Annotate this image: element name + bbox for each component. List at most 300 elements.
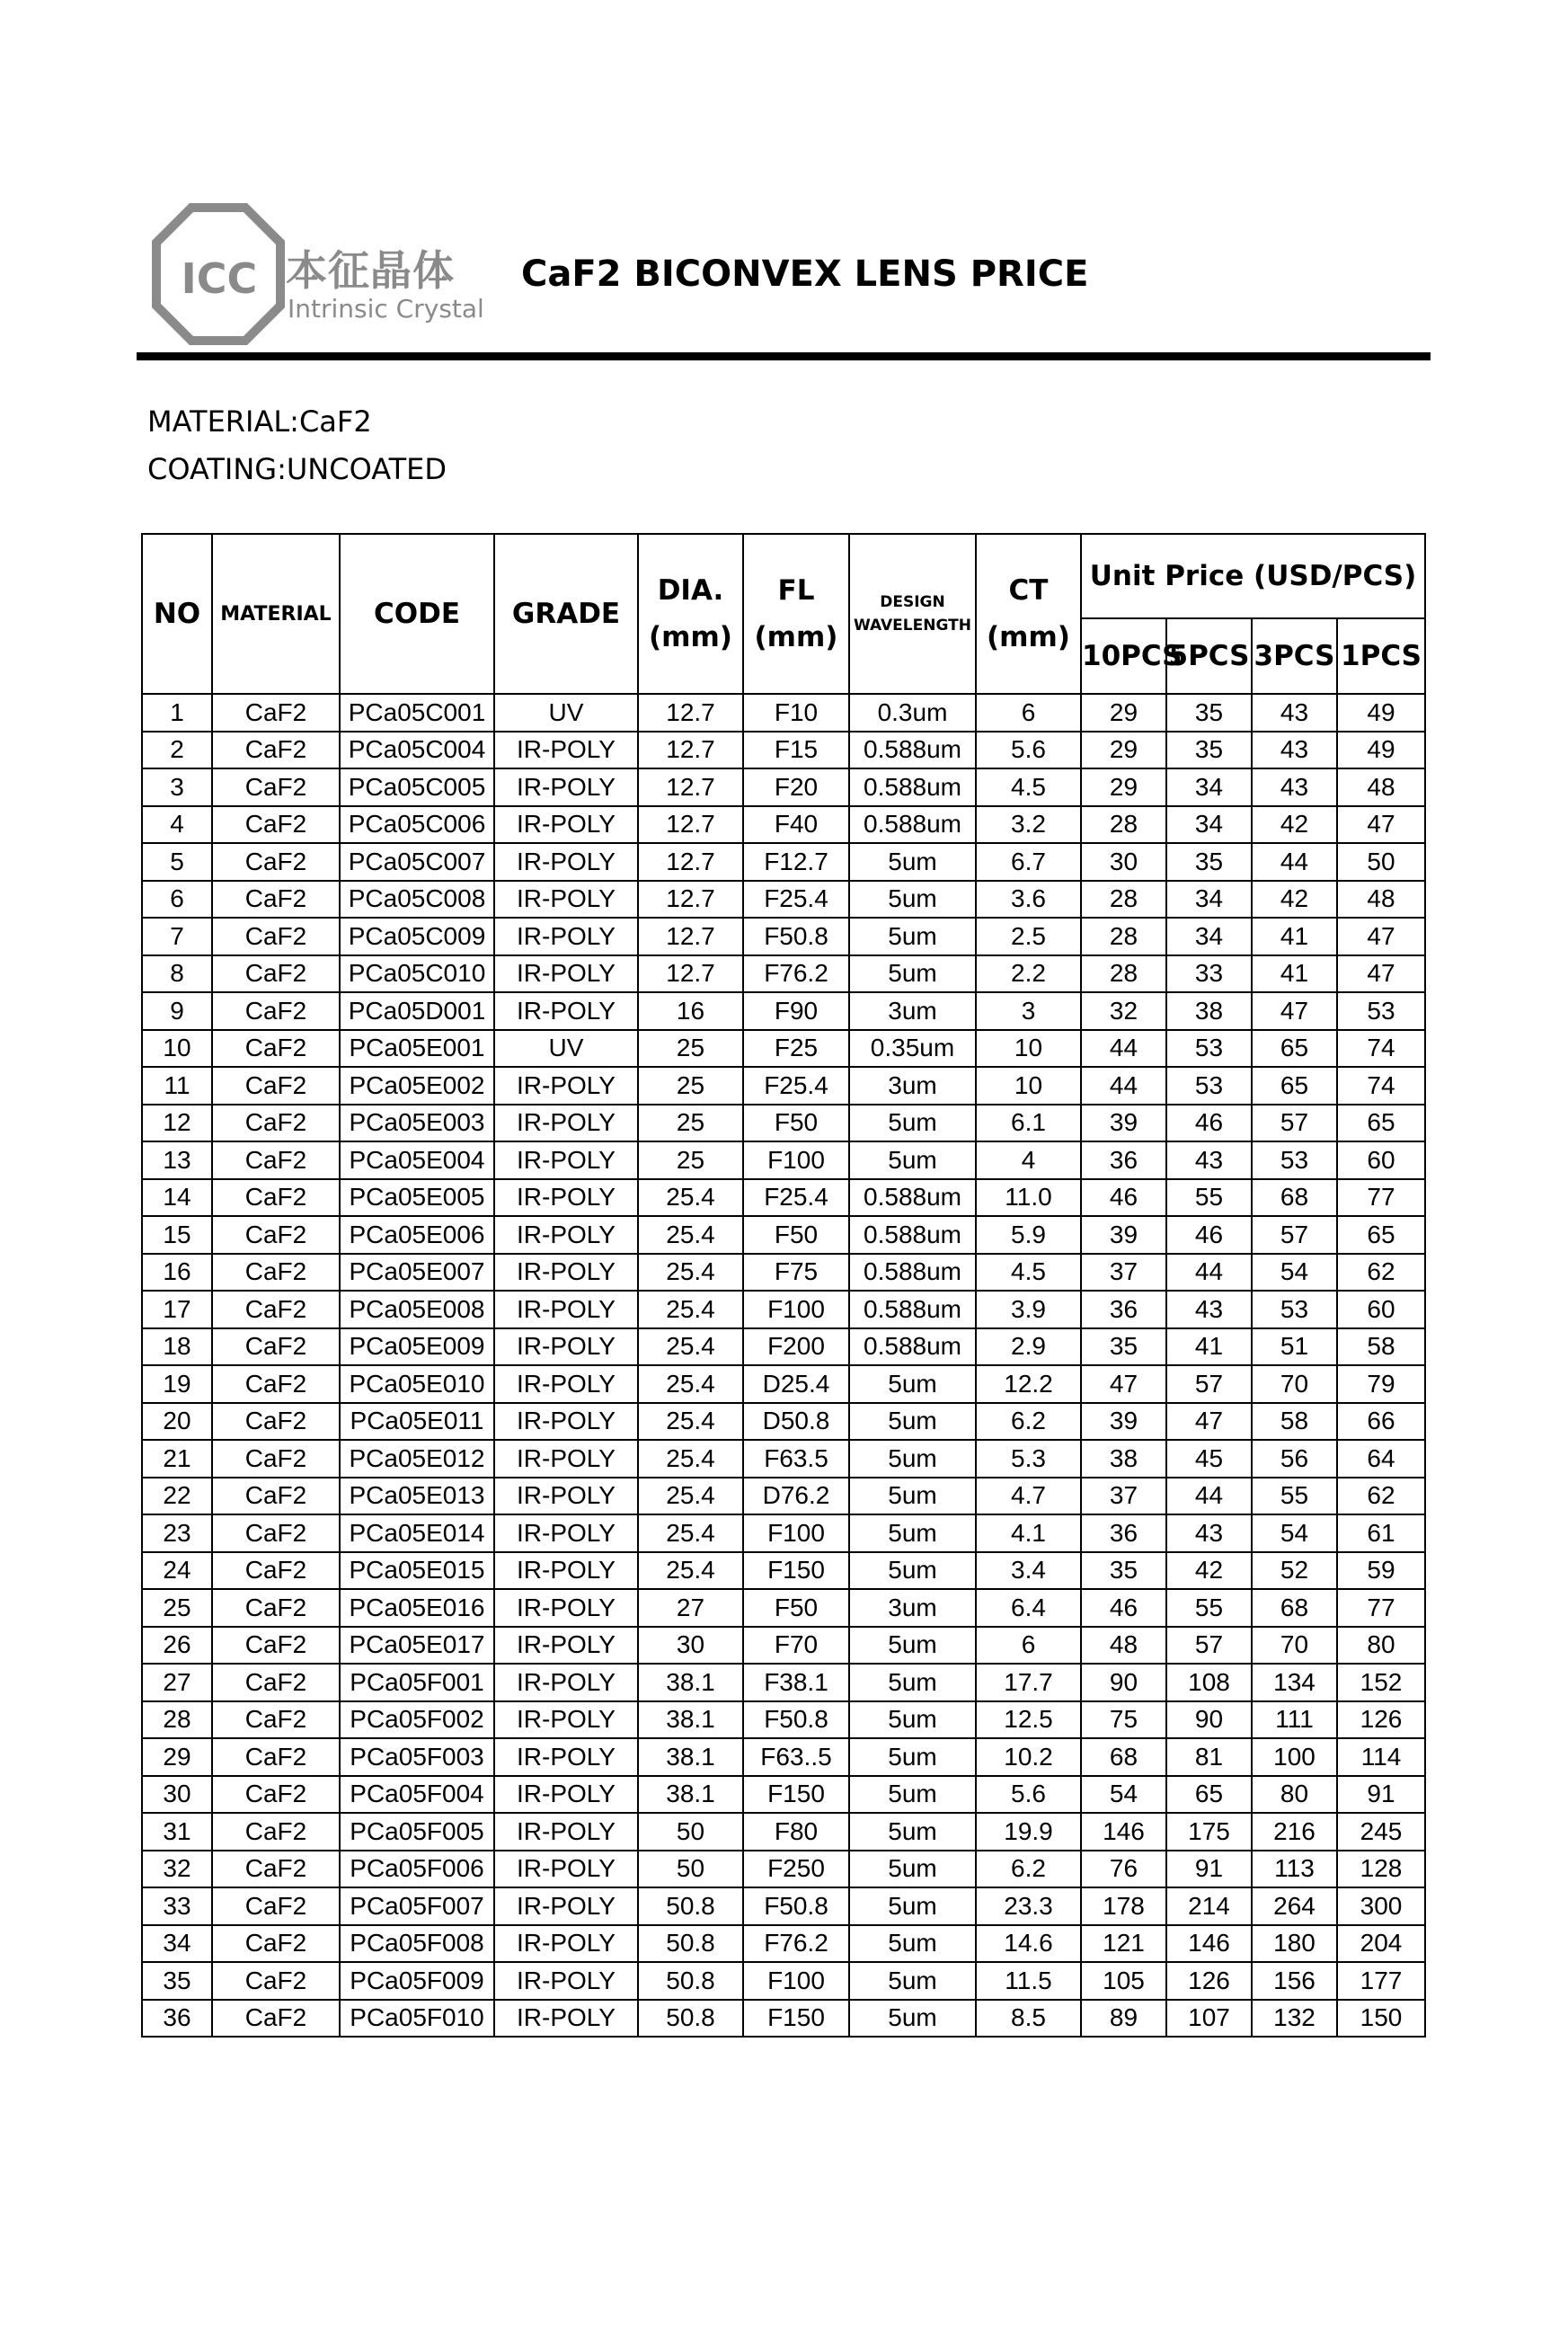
cell-ct: 11.0 — [976, 1179, 1081, 1217]
cell-material: CaF2 — [212, 1328, 340, 1366]
cell-dia: 25 — [638, 1105, 743, 1142]
cell-price-10: 37 — [1081, 1478, 1166, 1515]
cell-price-3: 216 — [1252, 1813, 1337, 1851]
cell-price-5: 35 — [1166, 732, 1252, 769]
header-dia-label: DIA. — [657, 574, 724, 607]
cell-no: 5 — [142, 843, 212, 881]
cell-ct: 5.9 — [976, 1216, 1081, 1254]
cell-price-10: 46 — [1081, 1179, 1166, 1217]
cell-wavelength: 5um — [849, 1403, 976, 1441]
cell-price-10: 146 — [1081, 1813, 1166, 1851]
header-no: NO — [142, 534, 212, 694]
cell-price-10: 36 — [1081, 1514, 1166, 1552]
cell-code: PCa05E010 — [340, 1365, 494, 1403]
cell-price-1: 47 — [1337, 806, 1425, 844]
cell-price-5: 43 — [1166, 1291, 1252, 1328]
table-row — [142, 1216, 1425, 1254]
cell-grade: IR-POLY — [494, 1962, 638, 2000]
cell-no: 25 — [142, 1589, 212, 1627]
cell-dia: 25.4 — [638, 1514, 743, 1552]
cell-material: CaF2 — [212, 1254, 340, 1292]
cell-wavelength: 0.3um — [849, 694, 976, 732]
cell-price-3: 43 — [1252, 768, 1337, 806]
cell-fl: F15 — [743, 732, 849, 769]
cell-price-3: 55 — [1252, 1478, 1337, 1515]
cell-ct: 12.2 — [976, 1365, 1081, 1403]
cell-price-1: 61 — [1337, 1514, 1425, 1552]
cell-material: CaF2 — [212, 1141, 340, 1179]
cell-price-10: 32 — [1081, 992, 1166, 1030]
cell-fl: F80 — [743, 1813, 849, 1851]
cell-no: 16 — [142, 1254, 212, 1292]
cell-price-1: 64 — [1337, 1440, 1425, 1478]
cell-price-10: 75 — [1081, 1701, 1166, 1739]
company-name-en: Intrinsic Crystal — [288, 294, 484, 324]
cell-ct: 23.3 — [976, 1887, 1081, 1925]
cell-grade: IR-POLY — [494, 1813, 638, 1851]
cell-price-1: 245 — [1337, 1813, 1425, 1851]
cell-price-3: 56 — [1252, 1440, 1337, 1478]
cell-fl: F150 — [743, 2000, 849, 2038]
cell-dia: 12.7 — [638, 918, 743, 955]
cell-grade: IR-POLY — [494, 1738, 638, 1776]
cell-fl: F250 — [743, 1851, 849, 1888]
cell-fl: F25.4 — [743, 1179, 849, 1217]
cell-fl: F50.8 — [743, 918, 849, 955]
cell-ct: 3.6 — [976, 881, 1081, 919]
table-row — [142, 881, 1425, 919]
cell-dia: 12.7 — [638, 732, 743, 769]
cell-no: 3 — [142, 768, 212, 806]
table-row — [142, 1403, 1425, 1441]
table-row — [142, 992, 1425, 1030]
cell-price-1: 49 — [1337, 694, 1425, 732]
cell-no: 4 — [142, 806, 212, 844]
cell-fl: F25.4 — [743, 881, 849, 919]
cell-price-5: 57 — [1166, 1627, 1252, 1665]
cell-wavelength: 5um — [849, 1738, 976, 1776]
cell-dia: 12.7 — [638, 843, 743, 881]
cell-price-3: 57 — [1252, 1105, 1337, 1142]
cell-dia: 25.4 — [638, 1216, 743, 1254]
cell-ct: 4 — [976, 1141, 1081, 1179]
cell-price-10: 39 — [1081, 1403, 1166, 1441]
cell-price-1: 59 — [1337, 1552, 1425, 1590]
table-row — [142, 1851, 1425, 1888]
cell-price-10: 76 — [1081, 1851, 1166, 1888]
cell-price-1: 66 — [1337, 1403, 1425, 1441]
cell-wavelength: 5um — [849, 1962, 976, 2000]
cell-ct: 6 — [976, 1627, 1081, 1665]
table-row — [142, 1627, 1425, 1665]
cell-material: CaF2 — [212, 2000, 340, 2038]
cell-wavelength: 5um — [849, 1105, 976, 1142]
cell-grade: IR-POLY — [494, 1216, 638, 1254]
cell-grade: IR-POLY — [494, 1776, 638, 1814]
cell-grade: IR-POLY — [494, 1627, 638, 1665]
cell-price-5: 53 — [1166, 1067, 1252, 1105]
cell-no: 33 — [142, 1887, 212, 1925]
cell-code: PCa05F003 — [340, 1738, 494, 1776]
cell-no: 28 — [142, 1701, 212, 1739]
cell-grade: IR-POLY — [494, 1887, 638, 1925]
cell-price-10: 35 — [1081, 1552, 1166, 1590]
cell-wavelength: 0.588um — [849, 732, 976, 769]
table-row — [142, 1440, 1425, 1478]
cell-code: PCa05E016 — [340, 1589, 494, 1627]
cell-fl: F10 — [743, 694, 849, 732]
cell-dia: 27 — [638, 1589, 743, 1627]
cell-material: CaF2 — [212, 1813, 340, 1851]
cell-price-3: 80 — [1252, 1776, 1337, 1814]
cell-no: 32 — [142, 1851, 212, 1888]
cell-code: PCa05E007 — [340, 1254, 494, 1292]
cell-code: PCa05E003 — [340, 1105, 494, 1142]
cell-no: 15 — [142, 1216, 212, 1254]
cell-price-10: 47 — [1081, 1365, 1166, 1403]
header-fl-unit: (mm) — [754, 621, 838, 653]
cell-material: CaF2 — [212, 881, 340, 919]
cell-price-1: 62 — [1337, 1478, 1425, 1515]
cell-price-3: 70 — [1252, 1627, 1337, 1665]
table-row — [142, 1179, 1425, 1217]
cell-code: PCa05E005 — [340, 1179, 494, 1217]
cell-price-1: 50 — [1337, 843, 1425, 881]
cell-grade: IR-POLY — [494, 1925, 638, 1963]
cell-price-5: 55 — [1166, 1589, 1252, 1627]
cell-material: CaF2 — [212, 1179, 340, 1217]
price-table — [141, 533, 1426, 2038]
cell-grade: IR-POLY — [494, 1552, 638, 1590]
cell-wavelength: 5um — [849, 1440, 976, 1478]
cell-price-10: 44 — [1081, 1067, 1166, 1105]
cell-grade: IR-POLY — [494, 1440, 638, 1478]
cell-wavelength: 5um — [849, 1627, 976, 1665]
cell-fl: F63.5 — [743, 1440, 849, 1478]
cell-code: PCa05F002 — [340, 1701, 494, 1739]
cell-wavelength: 3um — [849, 1067, 976, 1105]
cell-no: 22 — [142, 1478, 212, 1515]
cell-grade: IR-POLY — [494, 1254, 638, 1292]
table-row — [142, 1291, 1425, 1328]
table-row — [142, 1067, 1425, 1105]
cell-material: CaF2 — [212, 806, 340, 844]
cell-price-5: 126 — [1166, 1962, 1252, 2000]
cell-wavelength: 5um — [849, 1887, 976, 1925]
cell-dia: 12.7 — [638, 694, 743, 732]
cell-code: PCa05C006 — [340, 806, 494, 844]
cell-price-10: 90 — [1081, 1664, 1166, 1701]
cell-price-10: 28 — [1081, 955, 1166, 993]
cell-price-5: 35 — [1166, 694, 1252, 732]
cell-grade: UV — [494, 1030, 638, 1068]
cell-wavelength: 5um — [849, 1776, 976, 1814]
cell-price-10: 89 — [1081, 2000, 1166, 2038]
cell-no: 34 — [142, 1925, 212, 1963]
cell-no: 27 — [142, 1664, 212, 1701]
cell-fl: F38.1 — [743, 1664, 849, 1701]
cell-grade: IR-POLY — [494, 1067, 638, 1105]
cell-price-5: 35 — [1166, 843, 1252, 881]
cell-ct: 2.9 — [976, 1328, 1081, 1366]
cell-dia: 25.4 — [638, 1365, 743, 1403]
cell-ct: 4.5 — [976, 768, 1081, 806]
table-row — [142, 843, 1425, 881]
table-row — [142, 1514, 1425, 1552]
cell-dia: 50.8 — [638, 1925, 743, 1963]
cell-price-10: 46 — [1081, 1589, 1166, 1627]
cell-code: PCa05E002 — [340, 1067, 494, 1105]
cell-wavelength: 5um — [849, 1925, 976, 1963]
cell-grade: IR-POLY — [494, 1514, 638, 1552]
logo-initials: ICC — [181, 254, 258, 303]
cell-material: CaF2 — [212, 1552, 340, 1590]
cell-price-1: 49 — [1337, 732, 1425, 769]
cell-price-1: 77 — [1337, 1589, 1425, 1627]
cell-code: PCa05E001 — [340, 1030, 494, 1068]
header-design-wavelength — [849, 534, 976, 694]
cell-dia: 25.4 — [638, 1478, 743, 1515]
cell-price-10: 28 — [1081, 881, 1166, 919]
cell-ct: 3.2 — [976, 806, 1081, 844]
cell-material: CaF2 — [212, 955, 340, 993]
cell-code: PCa05E014 — [340, 1514, 494, 1552]
cell-price-3: 44 — [1252, 843, 1337, 881]
cell-wavelength: 5um — [849, 1813, 976, 1851]
cell-wavelength: 5um — [849, 1701, 976, 1739]
cell-price-1: 77 — [1337, 1179, 1425, 1217]
table-row — [142, 955, 1425, 993]
cell-no: 13 — [142, 1141, 212, 1179]
cell-code: PCa05F009 — [340, 1962, 494, 2000]
cell-wavelength: 0.35um — [849, 1030, 976, 1068]
cell-price-3: 113 — [1252, 1851, 1337, 1888]
cell-fl: F70 — [743, 1627, 849, 1665]
cell-grade: IR-POLY — [494, 918, 638, 955]
cell-no: 8 — [142, 955, 212, 993]
cell-wavelength: 5um — [849, 843, 976, 881]
table-row — [142, 1813, 1425, 1851]
cell-wavelength: 5um — [849, 918, 976, 955]
cell-no: 31 — [142, 1813, 212, 1851]
cell-price-5: 55 — [1166, 1179, 1252, 1217]
cell-dia: 25.4 — [638, 1403, 743, 1441]
header-ct-label: CT — [1008, 574, 1049, 607]
cell-price-10: 44 — [1081, 1030, 1166, 1068]
cell-price-1: 60 — [1337, 1291, 1425, 1328]
cell-price-3: 43 — [1252, 694, 1337, 732]
cell-ct: 5.3 — [976, 1440, 1081, 1478]
cell-price-1: 177 — [1337, 1962, 1425, 2000]
header-fl-label: FL — [777, 574, 815, 607]
cell-dia: 12.7 — [638, 768, 743, 806]
cell-grade: UV — [494, 694, 638, 732]
cell-grade: IR-POLY — [494, 1141, 638, 1179]
cell-wavelength: 0.588um — [849, 768, 976, 806]
cell-fl: F40 — [743, 806, 849, 844]
cell-fl: F76.2 — [743, 1925, 849, 1963]
cell-fl: F100 — [743, 1962, 849, 2000]
cell-price-3: 68 — [1252, 1179, 1337, 1217]
cell-wavelength: 3um — [849, 992, 976, 1030]
cell-dia: 50.8 — [638, 1962, 743, 2000]
cell-wavelength: 5um — [849, 2000, 976, 2038]
cell-no: 35 — [142, 1962, 212, 2000]
cell-ct: 6.7 — [976, 843, 1081, 881]
header-dia-unit: (mm) — [649, 621, 732, 653]
cell-price-3: 57 — [1252, 1216, 1337, 1254]
cell-price-10: 105 — [1081, 1962, 1166, 2000]
cell-price-1: 74 — [1337, 1067, 1425, 1105]
cell-code: PCa05E004 — [340, 1141, 494, 1179]
cell-code: PCa05E012 — [340, 1440, 494, 1478]
cell-price-5: 146 — [1166, 1925, 1252, 1963]
cell-price-10: 54 — [1081, 1776, 1166, 1814]
cell-dia: 12.7 — [638, 955, 743, 993]
cell-price-10: 28 — [1081, 918, 1166, 955]
cell-price-5: 90 — [1166, 1701, 1252, 1739]
cell-price-3: 52 — [1252, 1552, 1337, 1590]
header-qty-5: 5PCS — [1166, 618, 1252, 694]
cell-wavelength: 5um — [849, 881, 976, 919]
cell-price-5: 47 — [1166, 1403, 1252, 1441]
cell-grade: IR-POLY — [494, 1291, 638, 1328]
cell-material: CaF2 — [212, 1067, 340, 1105]
header-unit-price: Unit Price (USD/PCS) — [1081, 534, 1425, 618]
table-row — [142, 1478, 1425, 1515]
cell-fl: D50.8 — [743, 1403, 849, 1441]
cell-fl: F150 — [743, 1776, 849, 1814]
cell-ct: 6.2 — [976, 1403, 1081, 1441]
cell-fl: F25 — [743, 1030, 849, 1068]
cell-no: 20 — [142, 1403, 212, 1441]
cell-code: PCa05C008 — [340, 881, 494, 919]
cell-price-5: 34 — [1166, 881, 1252, 919]
cell-code: PCa05C007 — [340, 843, 494, 881]
cell-price-1: 47 — [1337, 955, 1425, 993]
cell-price-1: 152 — [1337, 1664, 1425, 1701]
cell-code: PCa05E009 — [340, 1328, 494, 1366]
cell-material: CaF2 — [212, 1738, 340, 1776]
cell-price-10: 178 — [1081, 1887, 1166, 1925]
cell-price-3: 42 — [1252, 806, 1337, 844]
cell-dia: 30 — [638, 1627, 743, 1665]
cell-material: CaF2 — [212, 1403, 340, 1441]
cell-ct: 2.2 — [976, 955, 1081, 993]
cell-dia: 25 — [638, 1067, 743, 1105]
cell-price-1: 60 — [1337, 1141, 1425, 1179]
cell-price-5: 38 — [1166, 992, 1252, 1030]
cell-dia: 50 — [638, 1813, 743, 1851]
table-row — [142, 732, 1425, 769]
cell-grade: IR-POLY — [494, 1664, 638, 1701]
cell-fl: F90 — [743, 992, 849, 1030]
table-row — [142, 694, 1425, 732]
cell-wavelength: 0.588um — [849, 1254, 976, 1292]
cell-price-3: 156 — [1252, 1962, 1337, 2000]
cell-code: PCa05F005 — [340, 1813, 494, 1851]
cell-ct: 5.6 — [976, 1776, 1081, 1814]
cell-price-3: 53 — [1252, 1141, 1337, 1179]
cell-wavelength: 5um — [849, 1141, 976, 1179]
cell-price-10: 38 — [1081, 1440, 1166, 1478]
cell-price-1: 47 — [1337, 918, 1425, 955]
cell-dia: 25.4 — [638, 1179, 743, 1217]
cell-grade: IR-POLY — [494, 1179, 638, 1217]
cell-code: PCa05C009 — [340, 918, 494, 955]
table-row — [142, 1887, 1425, 1925]
cell-grade: IR-POLY — [494, 1701, 638, 1739]
cell-material: CaF2 — [212, 843, 340, 881]
cell-no: 17 — [142, 1291, 212, 1328]
table-row — [142, 1328, 1425, 1366]
cell-price-10: 36 — [1081, 1141, 1166, 1179]
table-row — [142, 1552, 1425, 1590]
cell-grade: IR-POLY — [494, 1328, 638, 1366]
cell-material: CaF2 — [212, 1589, 340, 1627]
cell-fl: F100 — [743, 1141, 849, 1179]
cell-no: 9 — [142, 992, 212, 1030]
cell-code: PCa05D001 — [340, 992, 494, 1030]
cell-price-1: 150 — [1337, 2000, 1425, 2038]
table-row — [142, 2000, 1425, 2038]
cell-no: 26 — [142, 1627, 212, 1665]
cell-price-5: 41 — [1166, 1328, 1252, 1366]
cell-grade: IR-POLY — [494, 732, 638, 769]
cell-price-5: 43 — [1166, 1514, 1252, 1552]
cell-code: PCa05F007 — [340, 1887, 494, 1925]
cell-no: 21 — [142, 1440, 212, 1478]
cell-material: CaF2 — [212, 992, 340, 1030]
header-qty-1: 1PCS — [1337, 618, 1425, 694]
cell-no: 12 — [142, 1105, 212, 1142]
cell-ct: 4.7 — [976, 1478, 1081, 1515]
cell-price-10: 29 — [1081, 732, 1166, 769]
cell-grade: IR-POLY — [494, 843, 638, 881]
table-row — [142, 1701, 1425, 1739]
cell-no: 24 — [142, 1552, 212, 1590]
cell-price-10: 48 — [1081, 1627, 1166, 1665]
cell-no: 7 — [142, 918, 212, 955]
cell-price-3: 100 — [1252, 1738, 1337, 1776]
cell-price-10: 68 — [1081, 1738, 1166, 1776]
cell-fl: F20 — [743, 768, 849, 806]
cell-ct: 2.5 — [976, 918, 1081, 955]
cell-material: CaF2 — [212, 732, 340, 769]
cell-dia: 25.4 — [638, 1291, 743, 1328]
cell-no: 19 — [142, 1365, 212, 1403]
table-row — [142, 1664, 1425, 1701]
cell-material: CaF2 — [212, 1216, 340, 1254]
cell-ct: 6.2 — [976, 1851, 1081, 1888]
cell-code: PCa05C005 — [340, 768, 494, 806]
cell-dia: 12.7 — [638, 881, 743, 919]
cell-dia: 25.4 — [638, 1552, 743, 1590]
cell-price-3: 111 — [1252, 1701, 1337, 1739]
cell-ct: 10 — [976, 1030, 1081, 1068]
cell-material: CaF2 — [212, 1440, 340, 1478]
cell-grade: IR-POLY — [494, 955, 638, 993]
cell-grade: IR-POLY — [494, 1403, 638, 1441]
cell-wavelength: 5um — [849, 955, 976, 993]
cell-fl: D76.2 — [743, 1478, 849, 1515]
cell-wavelength: 0.588um — [849, 1291, 976, 1328]
cell-price-5: 175 — [1166, 1813, 1252, 1851]
cell-price-5: 42 — [1166, 1552, 1252, 1590]
cell-material: CaF2 — [212, 1105, 340, 1142]
cell-material: CaF2 — [212, 694, 340, 732]
table-row — [142, 768, 1425, 806]
